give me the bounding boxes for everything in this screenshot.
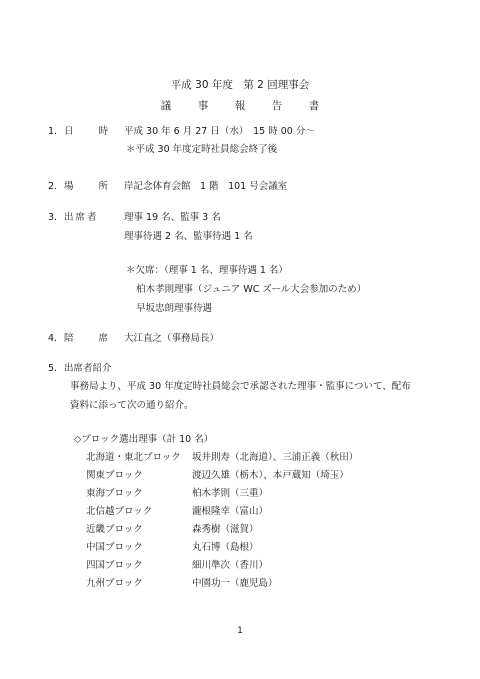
item-1-number: 1． [48, 126, 64, 137]
absent-header: ＊欠席：（理事 1 名、理事待遇 1 名） [126, 265, 288, 276]
block-members: 渡辺久雄（栃木）、本戸蔵知（埼玉） [192, 470, 349, 481]
attendees-line-1: 理事 19 名、監事 3 名 [124, 212, 221, 223]
document-title: 平成 30 年度 第 2 回理事会 [170, 79, 310, 91]
item-2-place: 岸記念体育会館 1 階 101 号会議室 [124, 181, 288, 192]
item-5-label: 出席者紹介 [64, 363, 112, 374]
attendees-line-2: 理事待遇 2 名、監事待遇 1 名 [124, 231, 253, 242]
page-number: 1 [237, 626, 243, 636]
item-3-label: 出席者 [64, 212, 99, 223]
block-members: 坂井則寿（北海道）、三浦正義（秋田） [192, 452, 359, 463]
item-1-note: ＊平成 30 年度定時社員総会終了後 [126, 144, 278, 155]
block-name: 東海ブロック [86, 488, 143, 499]
block-members: 細川準次（香川） [192, 560, 269, 571]
item-2-number: 2． [48, 181, 64, 192]
intro-paragraph-line-1: 事務局より、平成 30 年度定時社員総会で承認された理事・監事について、配布 [70, 381, 411, 392]
item-3-number: 3． [48, 212, 64, 223]
item-4-label: 陪 席 [64, 333, 111, 344]
block-name: 北海道・東北ブロック [86, 452, 181, 463]
item-4-number: 4． [48, 333, 64, 344]
item-1-datetime: 平成 30 年 6 月 27 日（水） 15 時 00 分～ [124, 126, 315, 137]
block-directors-header: ◇ブロック選出理事（計 10 名） [74, 434, 214, 445]
block-members: 中園功一（鹿児島） [192, 578, 278, 589]
item-4-value: 大江直之（事務局長） [124, 333, 220, 344]
item-2-label: 場 所 [64, 181, 111, 192]
item-1-label: 日 時 [64, 126, 111, 137]
block-name: 北信越ブロック [86, 506, 153, 517]
absent-member-1: 柏木孝則理事（ジュニア WC ズール大会参加のため） [136, 284, 367, 295]
item-5-number: 5． [48, 363, 64, 374]
absent-member-2: 早坂忠朗理事待遇 [136, 303, 213, 314]
block-members: 森秀樹（滋賀） [192, 524, 259, 535]
block-members: 丸石博（島根） [192, 542, 259, 553]
block-members: 柏木孝則（三重） [192, 488, 269, 499]
block-name: 中国ブロック [86, 542, 143, 553]
block-name: 近畿ブロック [86, 524, 143, 535]
block-members: 瀧根隆幸（富山） [192, 506, 269, 517]
document-subtitle: 議 事 報 告 書 [160, 100, 328, 112]
block-name: 九州ブロック [86, 578, 143, 589]
block-name: 四国ブロック [86, 560, 143, 571]
block-name: 関東ブロック [86, 470, 143, 481]
intro-paragraph-line-2: 資料に添って次の通り紹介。 [70, 400, 194, 411]
